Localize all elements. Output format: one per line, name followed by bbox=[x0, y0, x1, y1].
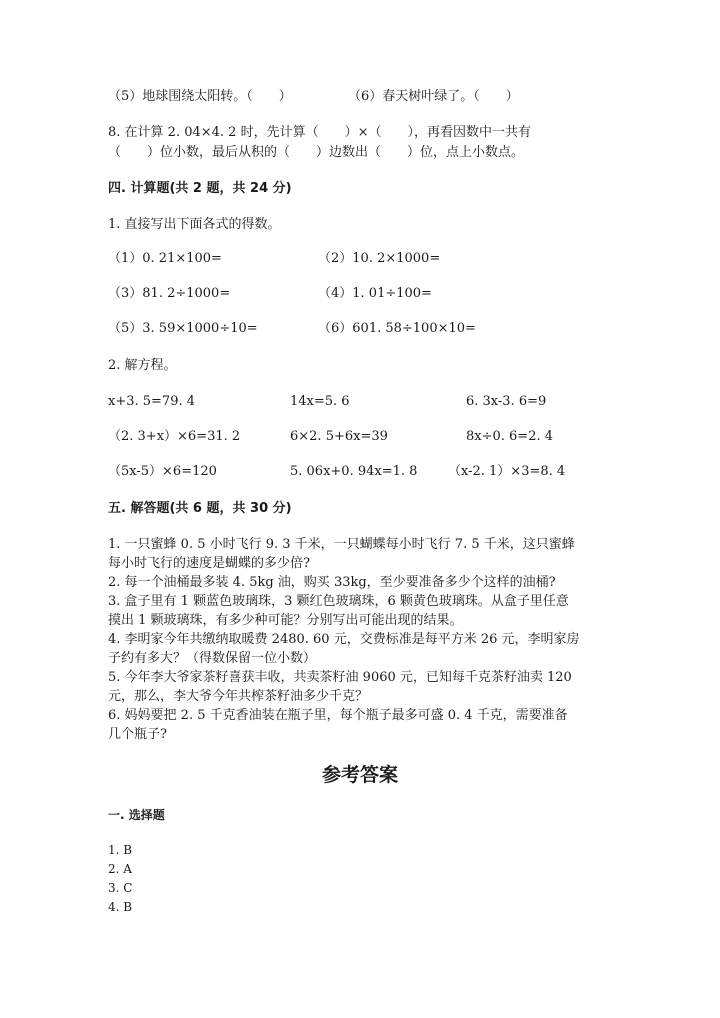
calc-item: （3）81. 2÷1000= bbox=[108, 286, 231, 301]
word-problem-line: 每小时飞行的速度是蝴蝶的多少倍? bbox=[108, 556, 310, 571]
word-problem-line: 2. 每一个油桶最多装 4. 5kg 油，购买 33kg，至少要准备多少个这样的油桶? bbox=[108, 575, 556, 590]
section-5-heading: 五. 解答题(共 6 题，共 30 分) bbox=[108, 501, 292, 516]
word-problem-line: 6. 妈妈要把 2. 5 千克香油装在瓶子里，每个瓶子最多可盛 0. 4 千克，需要准备 bbox=[108, 708, 568, 723]
answer-item: 1. B bbox=[108, 843, 133, 857]
answer-item: 4. B bbox=[108, 900, 133, 914]
judge-item-6: （6）春天树叶绿了。（ ） bbox=[348, 89, 519, 104]
answer-section-1-heading: 一. 选择题 bbox=[108, 808, 165, 822]
equation-item: 5. 06x+0. 94x=1. 8 bbox=[290, 464, 418, 479]
calc-question-2-prompt: 2. 解方程。 bbox=[108, 358, 177, 373]
word-problem-line: 4. 李明家今年共缴纳取暖费 2480. 60 元，交费标准是每平方米 26 元，李明家房 bbox=[108, 632, 580, 647]
word-problem-line: 子约有多大？（得数保留一位小数） bbox=[108, 651, 317, 666]
calc-item: （2）10. 2×1000= bbox=[318, 251, 441, 266]
word-problem-line: 元，那么，李大爷今年共榨茶籽油多少千克？ bbox=[108, 689, 369, 704]
word-problem-line: 摸出 1 颗玻璃珠，有多少种可能？分别写出可能出现的结果。 bbox=[108, 613, 463, 628]
calc-item: （5）3. 59×1000÷10= bbox=[108, 321, 258, 336]
equation-item: 6. 3x-3. 6=9 bbox=[466, 394, 547, 409]
equation-item: x+3. 5=79. 4 bbox=[108, 394, 196, 409]
word-problem-line: 3. 盒子里有 1 颗蓝色玻璃珠，3 颗红色玻璃珠，6 颗黄色玻璃珠。从盒子里任意 bbox=[108, 594, 569, 609]
section-4-heading: 四. 计算题(共 2 题，共 24 分) bbox=[108, 181, 292, 196]
judge-item-5: （5）地球围绕太阳转。（ ） bbox=[108, 89, 292, 104]
answer-item: 2. A bbox=[108, 862, 132, 876]
fill-question-8-line-2: （ ）位小数，最后从积的（ ）边数出（ ）位，点上小数点。 bbox=[108, 145, 525, 160]
calc-item: （4）1. 01÷100= bbox=[318, 286, 432, 301]
word-problem-line: 几个瓶子? bbox=[108, 727, 167, 742]
answer-item: 3. C bbox=[108, 881, 133, 895]
equation-item: 6×2. 5+6x=39 bbox=[290, 429, 388, 444]
word-problem-line: 5. 今年李大爷家茶籽喜获丰收，共卖茶籽油 9060 元，已知每千克茶籽油卖 120 bbox=[108, 670, 572, 685]
equation-item: （2. 3+x）×6=31. 2 bbox=[108, 429, 241, 444]
equation-item: （5x-5）×6=120 bbox=[108, 464, 217, 479]
calc-item: （6）601. 58÷100×10= bbox=[318, 321, 476, 336]
equation-item: （x-2. 1）×3=8. 4 bbox=[448, 464, 566, 479]
equation-item: 8x÷0. 6=2. 4 bbox=[466, 429, 554, 444]
answer-key-title: 参考答案 bbox=[321, 764, 398, 786]
word-problem-line: 1. 一只蜜蜂 0. 5 小时飞行 9. 3 千米，一只蝴蝶每小时飞行 7. 5 千米，这只蜜蜂 bbox=[108, 537, 575, 552]
equation-item: 14x=5. 6 bbox=[290, 394, 350, 409]
calc-item: （1）0. 21×100= bbox=[108, 251, 222, 266]
calc-question-1-prompt: 1. 直接写出下面各式的得数。 bbox=[108, 217, 281, 232]
fill-question-8-line-1: 8. 在计算 2. 04×4. 2 时，先计算（ ）×（ ），再看因数中一共有 bbox=[108, 125, 531, 140]
